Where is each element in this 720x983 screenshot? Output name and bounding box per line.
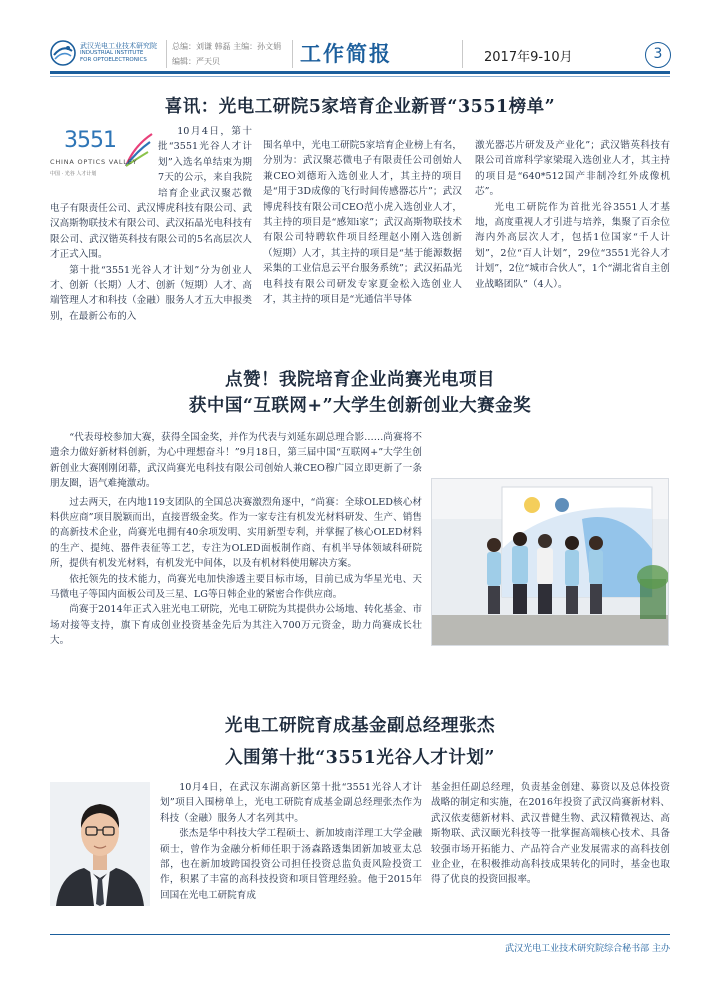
article3-column-1 (160, 780, 422, 930)
article3-column-2 (431, 780, 670, 930)
article2-paragraph: 过去两天，在内地119支团队的全国总决赛激烈角逐中，“尚赛：全球OLED核心材料供应商”项目脱颖而出，直接晋级金奖。作为一家专注有机发光材料研发、生产、销售的高新技术企业，尚赛光电拥有40余项发明、实用新型专利，并掌握了核心OLED材料的生产、提纯、器件表征等工艺，专注为OLED面板制作商、有机半导体领域科研院所，提供有机发光材料，有机发光中间体，以及有机材料使用解决方案。 (50, 496, 422, 570)
article1-paragraph: 激光器芯片研发及产业化”；武汉锴英科技有限公司首席科学家梁琨入选创业人才，其主持的项目是“640*512国产非制冷红外成像机芯”。 (475, 140, 670, 198)
article3-paragraph: 10月4日，在武汉东湖高新区第十批“3551光谷人才计划”项目入围榜单上，光电工研院育成基金副总经理张杰作为科技（金融）服务人才名列其中。 (160, 782, 422, 824)
issue-date: 2017年9-10月 (484, 50, 573, 65)
article2-headline-line2: 获中国“互联网+”大学生创新创业大赛金奖 (188, 396, 532, 416)
zhang-jie-portrait-image (50, 782, 150, 906)
article2-paragraph: “代表母校参加大赛，获得全国金奖，并作为代表与刘延东副总理合影……尚赛将不遗余力做好新材料创新，为心中理想奋斗！”9月18日，第三届中国“互联网+”大学生创新创业大赛刚刚闭幕，武汉尚赛光电科技有限公司创始人兼CEO穆广园立即更新了一条朋友圈，语气难掩激动。 (50, 432, 422, 490)
article3-headline-line2: 入围第十批“3551光谷人才计划” (225, 748, 495, 768)
article1-paragraph: 围名单中，光电工研院5家培育企业榜上有名，分别为：武汉聚芯微电子有限责任公司创始人兼CEO刘德珩入选创业人才，其主持的项目是“用于3D成像的飞行时间传感器芯片”；武汉博虎科技有限公司CEO范小虎入选创业人才，其主持的项目是“感知i家”；武汉高斯物联技术有限公司特聘软件项目经理赵小刚入选创新（短期）人才，其主持的项目是“基于能源数据采集的工业信息云平台服务系统”；武汉拓晶光电科技有限公司研发专家夏金松入选创业人才，其主持的项目是“光通信半导体 (263, 140, 462, 306)
optics-valley-logo-subtext: 中国 · 光谷 人才计划 (50, 171, 97, 177)
masthead (0, 0, 720, 82)
optics-valley-logo-number: 3551 (64, 128, 116, 153)
article1-column-1 (50, 124, 252, 336)
editors-line-1: 总编：刘谦 韩磊 主编：孙文娟 (172, 42, 282, 51)
article2-paragraph: 尚赛于2014年正式入驻光电工研院，光电工研院为其提供办公场地、转化基金、市场对接等支持，旗下育成创业投资基金先后为其注入700万元资金，助力尚赛成长壮大。 (50, 604, 422, 647)
article1-paragraph: 第十批“3551光谷人才计划”分为创业人才、创新（长期）人才、创新（短期）人才、高端管理人才和科技（金融）服务人才五大申报类别，在最新公布的入 (50, 264, 252, 322)
article1-intro: 10月4日，第十批“3551光谷人才计划”入选名单结束为期7天的公示，来自我院培育企业武汉聚芯微电子有限责任公司、武汉博虎科技有限公司、武汉高斯物联技术有限公司、武汉拓晶光电科技有限公司、武汉锴英科技有限公司的5名高层次人才正式入围。 (50, 126, 252, 261)
article3-paragraph: 基金担任副总经理，负责基金创建、募资以及总体投资战略的制定和实施，在2016年投资了武汉尚赛新材料、武汉依麦德新材料、武汉普健生物、武汉精微视达、高斯物联、武汉颐光科技等一批掌握高端核心技术、具备较强市场开拓能力、产品符合产业发展需求的高科技创业企业，在积极推动高科技成果转化的同时，基金也取得了优良的投资回报率。 (431, 782, 670, 886)
zhang-jie-portrait (50, 782, 150, 906)
article2-paragraph: 依托领先的技术能力，尚赛光电加快渗透主要目标市场，目前已成为华星光电、天马微电子等国内面板公司及三星、LG等日韩企业的紧密合作供应商。 (50, 573, 422, 601)
institute-logo (50, 40, 170, 68)
institute-name-cn: 武汉光电工业技术研究院 (80, 42, 157, 50)
masthead-divider (166, 40, 167, 68)
institute-logo-icon (50, 40, 76, 66)
header-rule-thin (50, 76, 670, 77)
institute-name-en-line2: FOR OPTOELECTRONICS (80, 57, 147, 63)
institute-name-en (80, 50, 147, 64)
institute-name-en-line1: INDUSTRIAL INSTITUTE (80, 50, 144, 56)
article3-headline-line1: 光电工研院育成基金副总经理张杰 (225, 716, 495, 736)
article1-paragraph (50, 124, 252, 263)
article2-headline-line1: 点赞！我院培育企业尚赛光电项目 (225, 370, 495, 390)
article1-paragraph: 光电工研院作为首批光谷3551人才基地，高度重视人才引进与培养，集聚了百余位海内外高层次人才，包括1位国家“千人计划”，2位“百人计划”，29位“3551光谷人才计划”，2位“城市合伙人”，1个“湖北省自主创业战略团队”（4人）。 (475, 201, 670, 290)
optics-valley-logo-text: CHINA OPTICS VALLEY (50, 158, 138, 166)
newsletter-title: 工作简报 (300, 42, 392, 66)
article3-paragraph: 张杰是华中科技大学工程硕士、新加坡南洋理工大学金融硕士，曾作为金融分析师任职于汤森路透集团新加坡亚太总部，也在新加坡跨国投资公司担任投资总监负责风险投资工作，积累了丰富的高科技投资和项目管理经验。他于2015年回国在光电工研院育成 (160, 828, 422, 901)
article1-column-3 (475, 138, 670, 338)
footer-publisher: 武汉光电工业技术研究院综合秘书部 主办 (505, 944, 670, 954)
footer-rule (50, 934, 670, 935)
masthead-divider (462, 40, 463, 68)
award-team-photo (431, 478, 669, 646)
article1-column-2 (263, 138, 462, 338)
masthead-divider (292, 40, 293, 68)
award-team-photo-image (432, 479, 669, 646)
editors-line-2: 编辑：严天贝 (172, 57, 220, 66)
article2-body (50, 430, 422, 690)
article1-headline: 喜讯：光电工研院5家培育企业新晋“3551榜单” (164, 97, 556, 117)
page-number: 3 (645, 42, 671, 68)
header-rule (50, 71, 670, 74)
